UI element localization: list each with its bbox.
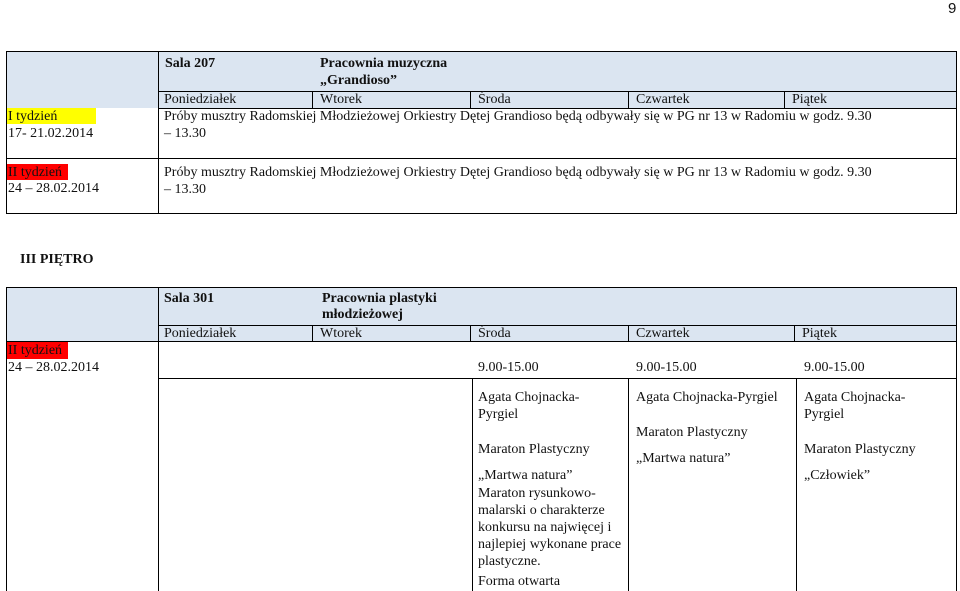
friday-event: Maraton Plastyczny [804, 442, 916, 457]
table1-day-wednesday: Środa [478, 92, 511, 107]
wednesday-time: 9.00-15.00 [478, 360, 539, 375]
friday-time: 9.00-15.00 [804, 360, 865, 375]
table1-week2-dates: 24 – 28.02.2014 [8, 181, 99, 196]
table1-room-name-2: „Grandioso” [320, 73, 398, 88]
table1-week1-text: Próby musztry Radomskiej Młodzieżowej Orkiestry Dętej Grandioso będą odbywały się w PG nr 13 w Radomiu w godz. 9.30 [164, 109, 872, 124]
table2-week-dates: 24 – 28.02.2014 [8, 360, 99, 375]
table1-room-number: Sala 207 [165, 56, 216, 71]
floor-heading: III PIĘTRO [20, 252, 94, 267]
table2-room-number: Sala 301 [164, 291, 215, 306]
friday-theme: „Człowiek” [804, 468, 871, 483]
table1-week2-text: Próby musztry Radomskiej Młodzieżowej Orkiestry Dętej Grandioso będą odbywały się w PG nr 13 w Radomiu w godz. 9.30 [164, 165, 872, 180]
friday-teacher: Agata Chojnacka-Pyrgiel [804, 390, 906, 422]
thursday-theme: „Martwa natura” [636, 451, 731, 466]
wednesday-description: Maraton rysunkowo-malarski o charakterze konkursu na najwięcej i najlepiej wykonane prace plastyczne. [478, 486, 622, 569]
table1-week2-label: II tydzień [8, 165, 63, 180]
table2-day-monday: Poniedziałek [164, 326, 237, 341]
table2-day-thursday: Czwartek [636, 326, 690, 341]
table1-week1-dates: 17- 21.02.2014 [8, 126, 94, 141]
table1-day-tuesday: Wtorek [320, 92, 362, 107]
table1-room-name: Pracownia muzyczna [320, 56, 448, 71]
table2-room-name: Pracownia plastyki [322, 291, 437, 306]
table2-day-tuesday: Wtorek [320, 326, 362, 341]
table1-day-thursday: Czwartek [636, 92, 690, 107]
thursday-event: Maraton Plastyczny [636, 425, 748, 440]
table1-day-monday: Poniedziałek [164, 92, 237, 107]
wednesday-teacher: Agata Chojnacka-Pyrgiel [478, 390, 580, 422]
thursday-teacher: Agata Chojnacka-Pyrgiel [636, 390, 778, 405]
table2-day-friday: Piątek [802, 326, 837, 341]
table1-week2-text-2: – 13.30 [164, 182, 206, 197]
table1-week1-text-2: – 13.30 [164, 126, 206, 141]
wednesday-event: Maraton Plastyczny [478, 442, 590, 457]
table2-day-wednesday: Środa [478, 326, 511, 341]
wednesday-theme: „Martwa natura” [478, 468, 573, 483]
table1-week1-label: I tydzień [8, 109, 58, 124]
wednesday-form: Forma otwarta [478, 574, 561, 589]
page-number: 9 [948, 0, 957, 17]
table2-room-name-2: młodzieżowej [322, 307, 403, 322]
thursday-time: 9.00-15.00 [636, 360, 697, 375]
table1-day-friday: Piątek [792, 92, 827, 107]
table2-week-label: II tydzień [8, 343, 63, 358]
